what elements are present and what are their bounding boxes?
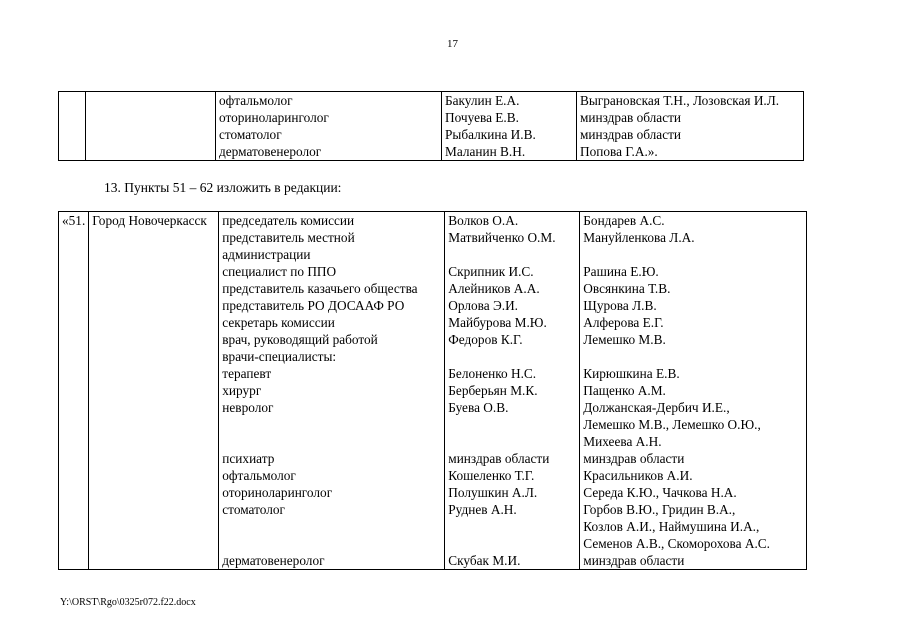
main-member-line: Матвийченко О.М. xyxy=(448,230,556,245)
reserve-member-line: минздрав области xyxy=(580,110,682,125)
reserve-member-line xyxy=(583,246,803,263)
main-member-line: Алейников А.А. xyxy=(448,281,540,296)
table-row xyxy=(59,92,804,161)
role-line: офтальмолог xyxy=(219,93,293,108)
reserve-member-cell xyxy=(580,212,807,570)
main-member-line xyxy=(448,416,576,433)
role-line: представитель местной xyxy=(222,230,355,245)
role-line xyxy=(222,433,441,450)
page-number: 17 xyxy=(447,38,458,50)
role-line: специалист по ППО xyxy=(222,264,337,279)
main-member-line: Маланин В.Н. xyxy=(445,144,526,159)
reserve-member-line: Михеева А.Н. xyxy=(583,434,662,449)
city-cell xyxy=(89,212,219,570)
role-line: оториноларинголог xyxy=(222,485,333,500)
reserve-member-line: Бондарев А.С. xyxy=(583,213,665,228)
reserve-member-line: Семенов А.В., Скоморохова А.С. xyxy=(583,536,770,551)
commission-table xyxy=(58,211,807,570)
table-body xyxy=(59,212,807,570)
main-member-line: Федоров К.Г. xyxy=(448,332,523,347)
role-line: психиатр xyxy=(222,451,275,466)
main-member-line: Полушкин А.Л. xyxy=(448,485,538,500)
reserve-member-line: Рашина Е.Ю. xyxy=(583,264,659,279)
reserve-member-line: минздрав области xyxy=(583,451,685,466)
role-line: дерматовенеролог xyxy=(219,144,322,159)
role-line xyxy=(222,518,441,535)
role-line: оториноларинголог xyxy=(219,110,329,125)
main-member-line xyxy=(448,246,576,263)
row-number-text: «51. xyxy=(62,213,86,228)
main-member-line: Почуева Е.В. xyxy=(445,110,519,125)
reserve-member-line: Горбов В.Ю., Гридин В.А., xyxy=(583,502,736,517)
main-member-line: Руднев А.Н. xyxy=(448,502,517,517)
main-member-line: Бакулин Е.А. xyxy=(445,93,520,108)
role-line: представитель РО ДОСААФ РО xyxy=(222,298,405,313)
city-cell xyxy=(86,92,216,161)
city-text: Город Новочеркасск xyxy=(92,213,207,228)
main-member-line xyxy=(448,535,576,552)
main-member-line xyxy=(448,348,576,365)
reserve-member-line: Пащенко А.М. xyxy=(583,383,666,398)
reserve-member-line xyxy=(583,348,803,365)
main-member-line: Скрипник И.С. xyxy=(448,264,534,279)
reserve-member-line: минздрав области xyxy=(583,553,685,568)
reserve-member-line: Кирюшкина Е.В. xyxy=(583,366,680,381)
reserve-member-line: Щурова Л.В. xyxy=(583,298,657,313)
role-line: председатель комиссии xyxy=(222,213,355,228)
role-line: офтальмолог xyxy=(222,468,296,483)
reserve-member-cell xyxy=(577,92,804,161)
main-member-line xyxy=(448,433,576,450)
role-line: секретарь комиссии xyxy=(222,315,335,330)
reserve-member-line: Красильников А.И. xyxy=(583,468,693,483)
role-line xyxy=(222,416,441,433)
file-path-footer: Y:\ORST\Rgo\0325r072.f22.docx xyxy=(60,597,196,608)
role-line: врачи-специалисты: xyxy=(222,349,337,364)
role-line: дерматовенеролог xyxy=(222,553,325,568)
main-member-cell xyxy=(445,212,580,570)
main-member-line: Орлова Э.И. xyxy=(448,298,518,313)
reserve-member-line: Должанская-Дербич И.Е., xyxy=(583,400,730,415)
main-member-line: Буева О.В. xyxy=(448,400,509,415)
main-member-line: Берберьян М.К. xyxy=(448,383,538,398)
main-member-line: Скубак М.И. xyxy=(448,553,521,568)
reserve-member-line: Середа К.Ю., Чачкова Н.А. xyxy=(583,485,737,500)
main-member-cell xyxy=(442,92,577,161)
role-line: стоматолог xyxy=(219,127,282,142)
row-number-cell xyxy=(59,92,86,161)
reserve-member-line: Мануйленкова Л.А. xyxy=(583,230,695,245)
role-line xyxy=(222,535,441,552)
table-row xyxy=(59,212,807,570)
reserve-member-line: Выграновская Т.Н., Лозовская И.Л. xyxy=(580,93,780,108)
reserve-member-line: Лемешко М.В. xyxy=(583,332,666,347)
main-member-line: Волков О.А. xyxy=(448,213,519,228)
role-line: стоматолог xyxy=(222,502,285,517)
reserve-member-line: Попова Г.А.». xyxy=(580,144,658,159)
main-member-line: Рыбалкина И.В. xyxy=(445,127,536,142)
city-text xyxy=(89,92,212,109)
reserve-member-line: Лемешко М.В., Лемешко О.Ю., xyxy=(583,417,761,432)
role-line: невролог xyxy=(222,400,274,415)
main-member-line: Майбурова М.Ю. xyxy=(448,315,547,330)
reserve-member-line: Алферова Е.Г. xyxy=(583,315,664,330)
role-line: администрации xyxy=(222,247,311,262)
role-cell xyxy=(219,212,445,570)
reserve-member-line: Козлов А.И., Наймушина И.А., xyxy=(583,519,760,534)
role-line: терапевт xyxy=(222,366,272,381)
main-member-line: Белоненко Н.С. xyxy=(448,366,537,381)
table-body xyxy=(59,92,804,161)
continued-commission-table xyxy=(58,91,804,161)
row-number-cell xyxy=(59,212,89,570)
role-cell xyxy=(216,92,442,161)
main-member-line: минздрав области xyxy=(448,451,550,466)
role-line: представитель казачьего общества xyxy=(222,281,418,296)
reserve-member-line: минздрав области xyxy=(580,127,682,142)
main-member-line: Кошеленко Т.Г. xyxy=(448,468,535,483)
reserve-member-line: Овсянкина Т.В. xyxy=(583,281,671,296)
amendment-paragraph: 13. Пункты 51 – 62 изложить в редакции: xyxy=(104,180,342,195)
role-line: врач, руководящий работой xyxy=(222,332,378,347)
role-line: хирург xyxy=(222,383,262,398)
main-member-line xyxy=(448,518,576,535)
row-number-text xyxy=(62,92,82,109)
